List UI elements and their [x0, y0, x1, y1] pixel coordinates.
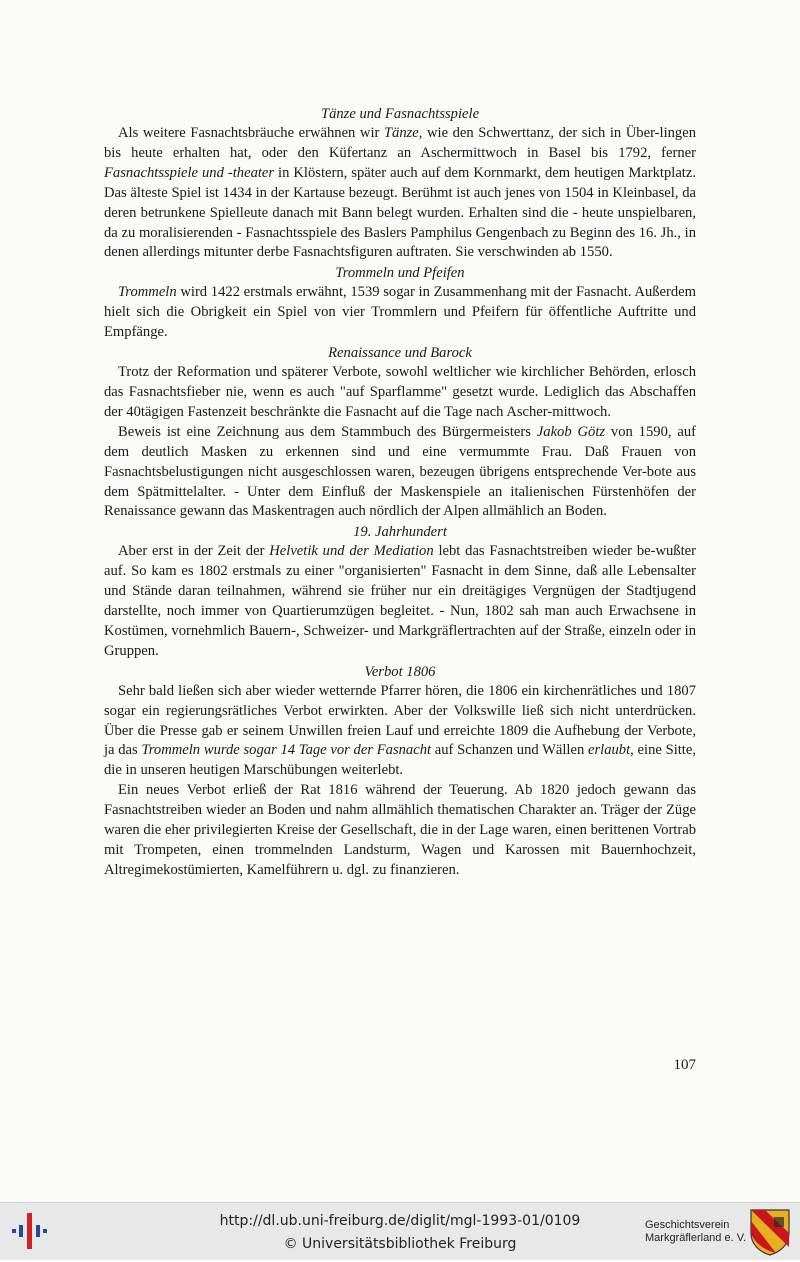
text-run: auf Schanzen und Wällen [431, 742, 588, 759]
text-run: Beweis ist eine Zeichnung aus dem Stammbuch des Bürgermeisters [118, 423, 537, 440]
paragraph [104, 423, 696, 523]
text-run: wird 1422 erstmals erwähnt, 1539 sogar in Zusammenhang mit der Fasnacht. Außerdem hielt sich die Obrigkeit ein Spiel von vier Trommlern und Pfeifern für öffentliche Auftritte und Empfänge. [104, 284, 696, 341]
text-run: von 1590, auf dem deutlich Masken zu erkennen sind und eine vermummte Frau. Daß Frauen von Fasnachtsbelustigungen nicht ausgeschlossen waren, bezeugen übrigens entsprechende Ver-bote aus dem Spätmittelalter. - Unter dem Einfluß der Maskenspiele an italienischen Fürstenhöfen der Renaissance gewann das Maskentragen auch nördlich der Alpen allmählich an Boden. [104, 423, 696, 520]
section-heading-renaissance: Renaissance und Barock [328, 345, 472, 362]
text-run: Ein neues Verbot erließ der Rat 1816 während der Teuerung. Ab 1820 jedoch gewann das Fasnachtstreiben wieder an Boden und nahm allmählich thematischen Charakter an. Träger der Züge waren die eher privilegierten Kreise der Gesellschaft, die in der Lage waren, einen berittenen Vortrab mit Trompeten, einen trommelnden Landsturm, Wagen und Karossen mit Bauernhochzeit, Altregimekostümierten, Kamelführern u. dgl. zu finanzieren. [104, 782, 696, 878]
section-heading-verbot-1806: Verbot 1806 [364, 663, 436, 680]
footer-url-link[interactable]: http://dl.ub.uni-freiburg.de/diglit/mgl-1993-01/0109 [219, 1213, 581, 1229]
text-run: Trotz der Reformation und späterer Verbote, sowohl weltlicher wie kirchlicher Behörden, erlosch das Fasnachtsfieber nie, wenn es auch "auf Sparflamme" gesetzt wurde. Lediglich das Abschaffen der 40tägigen Fastenzeit beschränkte die Fasnacht auf die Tage nach Ascher-mittwoch. [104, 364, 696, 420]
section-heading-tanze: Tänze und Fasnachtsspiele [320, 106, 480, 122]
italic-text: Trommeln wurde sogar 14 Tage vor der Fasnacht [141, 742, 432, 759]
paragraph [104, 283, 696, 343]
footer-bar [0, 1202, 800, 1260]
text-run: , eine Sitte, die in unseren heutigen Marschübungen weiterlebt. [104, 742, 696, 779]
page-number: 107 [673, 1057, 696, 1073]
section-heading-trommeln: Trommeln und Pfeifen [335, 265, 465, 282]
society-name-line1: Geschichtsverein [645, 1219, 730, 1231]
paragraph [104, 363, 696, 423]
text-run: Aber erst in der Zeit der [118, 543, 270, 560]
footer-copyright: © Universitätsbibliothek Freiburg [283, 1236, 517, 1252]
coat-of-arms-icon [748, 1207, 792, 1257]
text-run: Sehr bald ließen sich aber wieder wetternde Pfarrer hören, die 1806 ein kirchenrätliches und 1807 sogar ein regierungsrätliches Verbot erwirkten. Aber der Volkswille ließ sich nicht unterdrücken. Über die Presse gab er seinem Unwillen freien Lauf und erreichte 1809 die Aufhebung der Verbote, ja das [104, 682, 696, 759]
paragraph [104, 124, 696, 263]
paragraph [104, 542, 696, 661]
ub-freiburg-logo-icon[interactable] [10, 1211, 50, 1251]
text-run: in Klöstern, später auch auf dem Kornmarkt, dem heutigen Marktplatz. Das älteste Spiel ist 1434 in der Kartause bezeugt. Berühmt ist auch jenes von 1504 in Kleinbasel, da deren betrunkene Spielleute danach mit Bann belegt wurden. Erhalten sind die - heute unspielbaren, da zu moralisierenden - Fasnachtsspiele des Baslers Pamphilus Gengenbach zu Beginn des 16. Jh., in denen allerdings mitunter derbe Fasnachtsfiguren auftraten. Sie verschwinden ab 1550. [104, 164, 696, 261]
italic-text: erlaubt [588, 742, 631, 759]
society-name-line2: Markgräflerland e. V. [645, 1232, 747, 1244]
text-run: Als weitere Fasnachtsbräuche erwähnen wir [118, 125, 384, 141]
text-run: , wie den Schwerttanz, der sich in Über-lingen bis heute erhalten hat, oder den Küfertanz an Aschermittwoch in Basel bis 1792, ferner [104, 125, 696, 161]
italic-text: Helvetik und der Mediation [269, 543, 434, 560]
italic-text: Tänze [383, 125, 419, 141]
italic-text: Trommeln [118, 284, 177, 301]
section-heading-19-jahrhundert: 19. Jahrhundert [353, 524, 447, 541]
paragraph [104, 781, 696, 881]
society-name [645, 1219, 746, 1245]
italic-text: Fasnachtsspiele und -theater [104, 164, 275, 181]
text-run: lebt das Fasnachtstreiben wieder be-wußter auf. So kam es 1802 erstmals zu einer "organisierten" Fasnacht in dem Sinne, daß alle Lebensalter und Stände daran teilnahmen, während sie früher nur ein dreitägiges Vergnügen der Stadtjugend darstellte, noch immer von Quartierumzügen begleitet. - Nun, 1802 sah man auch Erwachsene in Kostümen, vornehmlich Bauern-, Schweizer- und Markgräflertrachten auf der Straße, einzeln oder in Gruppen. [104, 543, 696, 659]
page-content [104, 104, 696, 881]
paragraph [104, 682, 696, 782]
italic-text: Jakob Götz [536, 423, 606, 440]
